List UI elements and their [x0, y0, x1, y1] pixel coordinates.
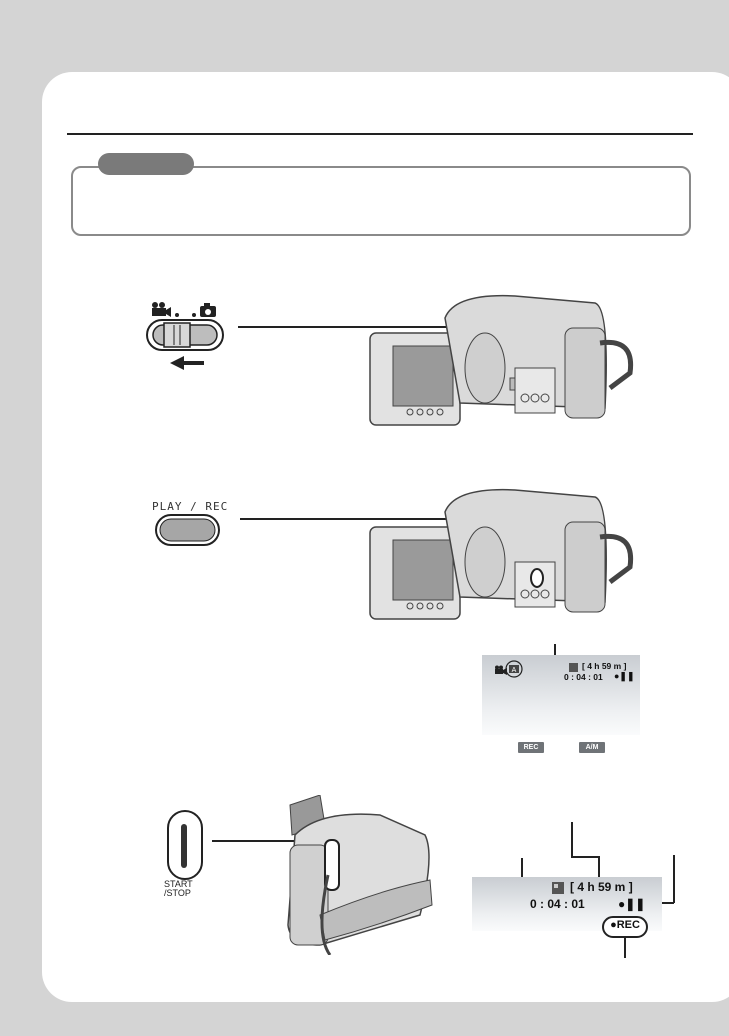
counter: 0 : 04 : 01: [530, 897, 585, 911]
auto-mode-icon: [505, 660, 523, 678]
note-tab: [98, 153, 194, 175]
svg-text:A: A: [511, 667, 517, 674]
leader-line: [624, 938, 626, 958]
auto-manual-chip: A/M: [579, 742, 605, 753]
counter: 0 : 04 : 01: [564, 672, 603, 682]
note-box: [71, 166, 691, 236]
play-rec-label: PLAY / REC: [152, 500, 229, 513]
leader-line: [673, 855, 675, 903]
camcorder-illustration: [365, 482, 635, 624]
start-label: START: [164, 879, 193, 889]
lcd-screen-1: [482, 655, 640, 735]
rec-chip: REC: [518, 742, 544, 753]
quality-icon: [569, 663, 578, 672]
leader-line: [571, 856, 599, 858]
leader-line: [598, 856, 600, 878]
play-rec-button: [155, 514, 220, 546]
quality-icon: [552, 882, 564, 894]
title-rule: [67, 133, 693, 135]
stop-label: /STOP: [164, 888, 191, 898]
start-stop-label: [164, 880, 193, 898]
record-standby-icon: ●❚❚: [618, 897, 646, 911]
leader-line: [571, 822, 573, 857]
video-camera-icon: [152, 302, 179, 317]
left-arrow-icon: [170, 356, 204, 370]
mode-switch-diagram: [130, 300, 230, 375]
remaining-time: [ 4 h 59 m ]: [570, 880, 633, 894]
still-camera-icon: [192, 303, 216, 317]
camcorder-back-illustration: [280, 795, 440, 955]
camcorder-illustration: [365, 288, 635, 430]
rec-indicator: ●REC: [610, 919, 640, 931]
record-standby-icon: ●❚❚: [614, 671, 635, 681]
remaining-time: [ 4 h 59 m ]: [582, 661, 627, 671]
start-stop-button: [167, 810, 203, 880]
